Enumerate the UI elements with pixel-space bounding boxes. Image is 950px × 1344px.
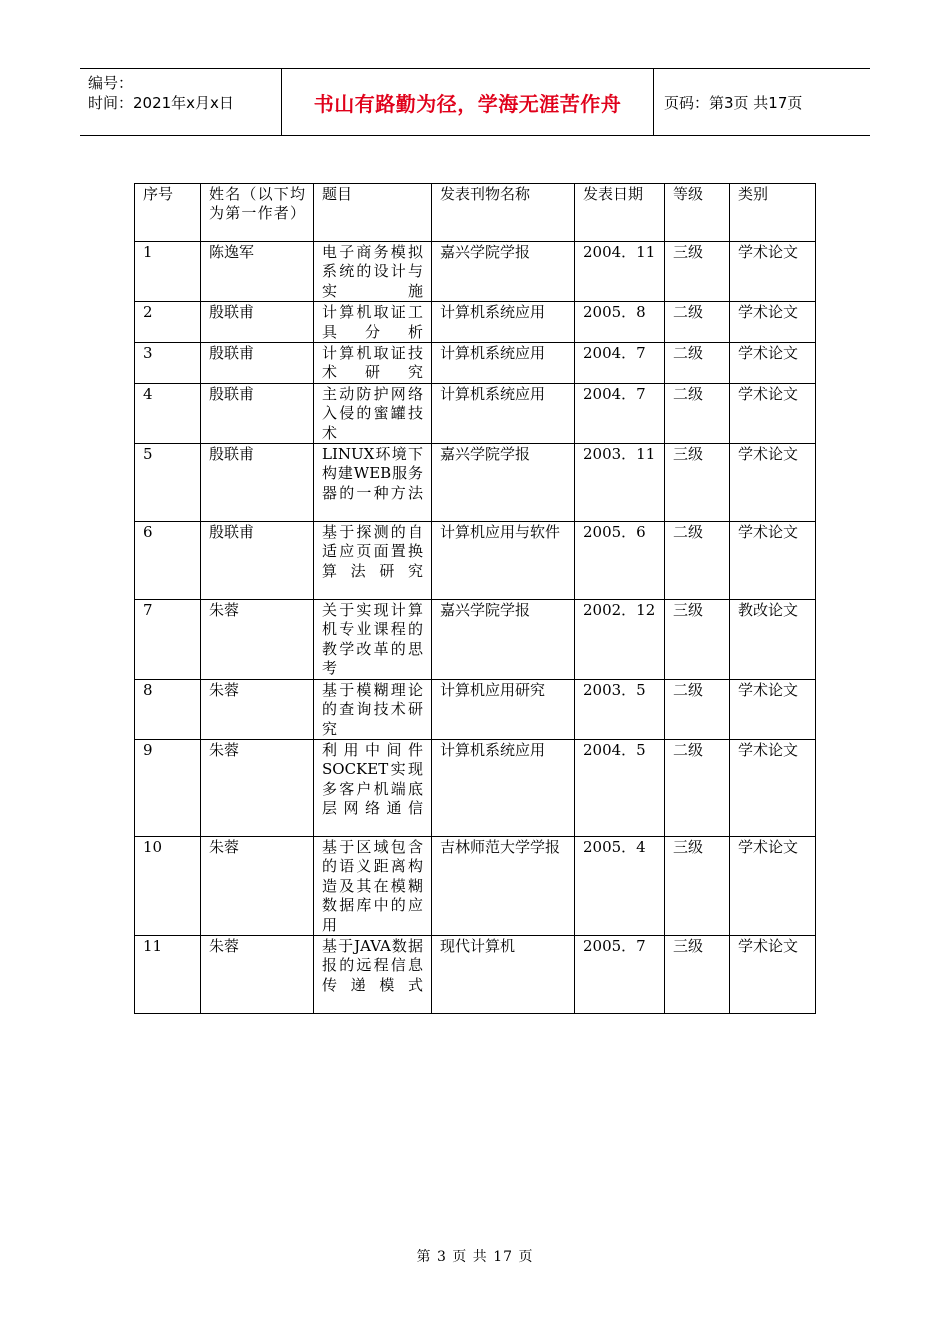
cell-journal: 计算机系统应用: [432, 383, 575, 443]
cell-level: 二级: [665, 383, 730, 443]
cell-name: 朱蓉: [201, 600, 314, 680]
table-row: [135, 383, 816, 443]
cell-journal: 现代计算机: [432, 935, 575, 1013]
cell-category: 学术论文: [730, 343, 816, 384]
cell-date: 2005．6: [575, 522, 665, 600]
cell-journal: 计算机应用研究: [432, 679, 575, 739]
cell-no: 1: [135, 242, 201, 302]
cell-level: 二级: [665, 343, 730, 384]
cell-name: 陈逸军: [201, 242, 314, 302]
cell-title: LINUX环境下构建WEB服务器的一种方法: [314, 444, 432, 522]
cell-journal: 计算机系统应用: [432, 343, 575, 384]
cell-date: 2003．5: [575, 679, 665, 739]
cell-category: 学术论文: [730, 739, 816, 836]
cell-category: 学术论文: [730, 522, 816, 600]
cell-category: 教改论文: [730, 600, 816, 680]
header-cell-journal: 发表刊物名称: [432, 184, 575, 242]
header-cell-title: 题目: [314, 184, 432, 242]
page-footer: 第 3 页 共 17 页: [416, 1249, 534, 1265]
cell-journal: 嘉兴学院学报: [432, 600, 575, 680]
cell-journal: 计算机系统应用: [432, 739, 575, 836]
header-page-cell: [654, 69, 870, 135]
table-row: [135, 679, 816, 739]
cell-name: 殷联甫: [201, 522, 314, 600]
cell-journal: 嘉兴学院学报: [432, 444, 575, 522]
cell-name: 殷联甫: [201, 444, 314, 522]
header-meta: [80, 69, 282, 135]
cell-title: 计算机取证技术研究: [314, 343, 432, 384]
cell-level: 三级: [665, 444, 730, 522]
cell-date: 2004．7: [575, 343, 665, 384]
cell-journal: 嘉兴学院学报: [432, 242, 575, 302]
cell-no: 9: [135, 739, 201, 836]
table-row: [135, 522, 816, 600]
cell-no: 4: [135, 383, 201, 443]
cell-no: 11: [135, 935, 201, 1013]
cell-date: 2003．11: [575, 444, 665, 522]
cell-level: 三级: [665, 242, 730, 302]
cell-title: 基于探测的自适应页面置换算法研究: [314, 522, 432, 600]
cell-name: 朱蓉: [201, 935, 314, 1013]
cell-journal: 吉林师范大学学报: [432, 836, 575, 935]
cell-name: 朱蓉: [201, 679, 314, 739]
publications-table: [134, 183, 816, 1014]
cell-level: 三级: [665, 935, 730, 1013]
cell-level: 二级: [665, 679, 730, 739]
cell-level: 二级: [665, 739, 730, 836]
header-cell-name: 姓名（以下均为第一作者）: [201, 184, 314, 242]
cell-no: 8: [135, 679, 201, 739]
cell-level: 二级: [665, 302, 730, 343]
cell-title: 基于区域包含的语义距离构造及其在模糊数据库中的应用: [314, 836, 432, 935]
header-cell-date: 发表日期: [575, 184, 665, 242]
table-row: [135, 444, 816, 522]
cell-date: 2005．7: [575, 935, 665, 1013]
cell-date: 2002．12: [575, 600, 665, 680]
cell-name: 殷联甫: [201, 302, 314, 343]
cell-title: 主动防护网络入侵的蜜罐技术: [314, 383, 432, 443]
header-cell-no: 序号: [135, 184, 201, 242]
table-row: [135, 935, 816, 1013]
table-row: [135, 836, 816, 935]
cell-journal: 计算机应用与软件: [432, 522, 575, 600]
cell-category: 学术论文: [730, 935, 816, 1013]
number-label: 编号：: [88, 74, 134, 92]
header-cell-category: 类别: [730, 184, 816, 242]
cell-no: 10: [135, 836, 201, 935]
cell-no: 6: [135, 522, 201, 600]
cell-no: 2: [135, 302, 201, 343]
cell-journal: 计算机系统应用: [432, 302, 575, 343]
cell-category: 学术论文: [730, 242, 816, 302]
cell-no: 5: [135, 444, 201, 522]
cell-date: 2004．11: [575, 242, 665, 302]
table-row: [135, 302, 816, 343]
cell-level: 三级: [665, 600, 730, 680]
cell-name: 朱蓉: [201, 836, 314, 935]
table-row: [135, 739, 816, 836]
header-cell-level: 等级: [665, 184, 730, 242]
cell-category: 学术论文: [730, 836, 816, 935]
cell-no: 3: [135, 343, 201, 384]
cell-level: 三级: [665, 836, 730, 935]
cell-category: 学术论文: [730, 444, 816, 522]
cell-date: 2005．8: [575, 302, 665, 343]
table-row: [135, 343, 816, 384]
cell-name: 殷联甫: [201, 383, 314, 443]
cell-level: 二级: [665, 522, 730, 600]
cell-date: 2004．7: [575, 383, 665, 443]
time-label: 时间：2021年x月x日: [88, 94, 234, 112]
header-motto-cell: [282, 69, 654, 135]
page-label: 页码：第3页 共17页: [664, 93, 803, 112]
table-row: [135, 242, 816, 302]
cell-category: 学术论文: [730, 383, 816, 443]
motto-text: 书山有路勤为径，学海无涯苦作舟: [313, 91, 622, 116]
cell-title: 利用中间件SOCKET实现多客户机端底层网络通信: [314, 739, 432, 836]
cell-title: 关于实现计算机专业课程的教学改革的思考: [314, 600, 432, 680]
table-body: [135, 242, 816, 1014]
cell-title: 电子商务模拟系统的设计与实施: [314, 242, 432, 302]
cell-name: 朱蓉: [201, 739, 314, 836]
cell-date: 2004．5: [575, 739, 665, 836]
cell-title: 基于模糊理论的查询技术研究: [314, 679, 432, 739]
cell-no: 7: [135, 600, 201, 680]
cell-title: 计算机取证工具分析: [314, 302, 432, 343]
cell-title: 基于JAVA数据报的远程信息传递模式: [314, 935, 432, 1013]
cell-category: 学术论文: [730, 302, 816, 343]
cell-date: 2005．4: [575, 836, 665, 935]
page-header: [80, 68, 870, 136]
table-row: [135, 600, 816, 680]
table-header-row: [135, 184, 816, 242]
cell-category: 学术论文: [730, 679, 816, 739]
cell-name: 殷联甫: [201, 343, 314, 384]
